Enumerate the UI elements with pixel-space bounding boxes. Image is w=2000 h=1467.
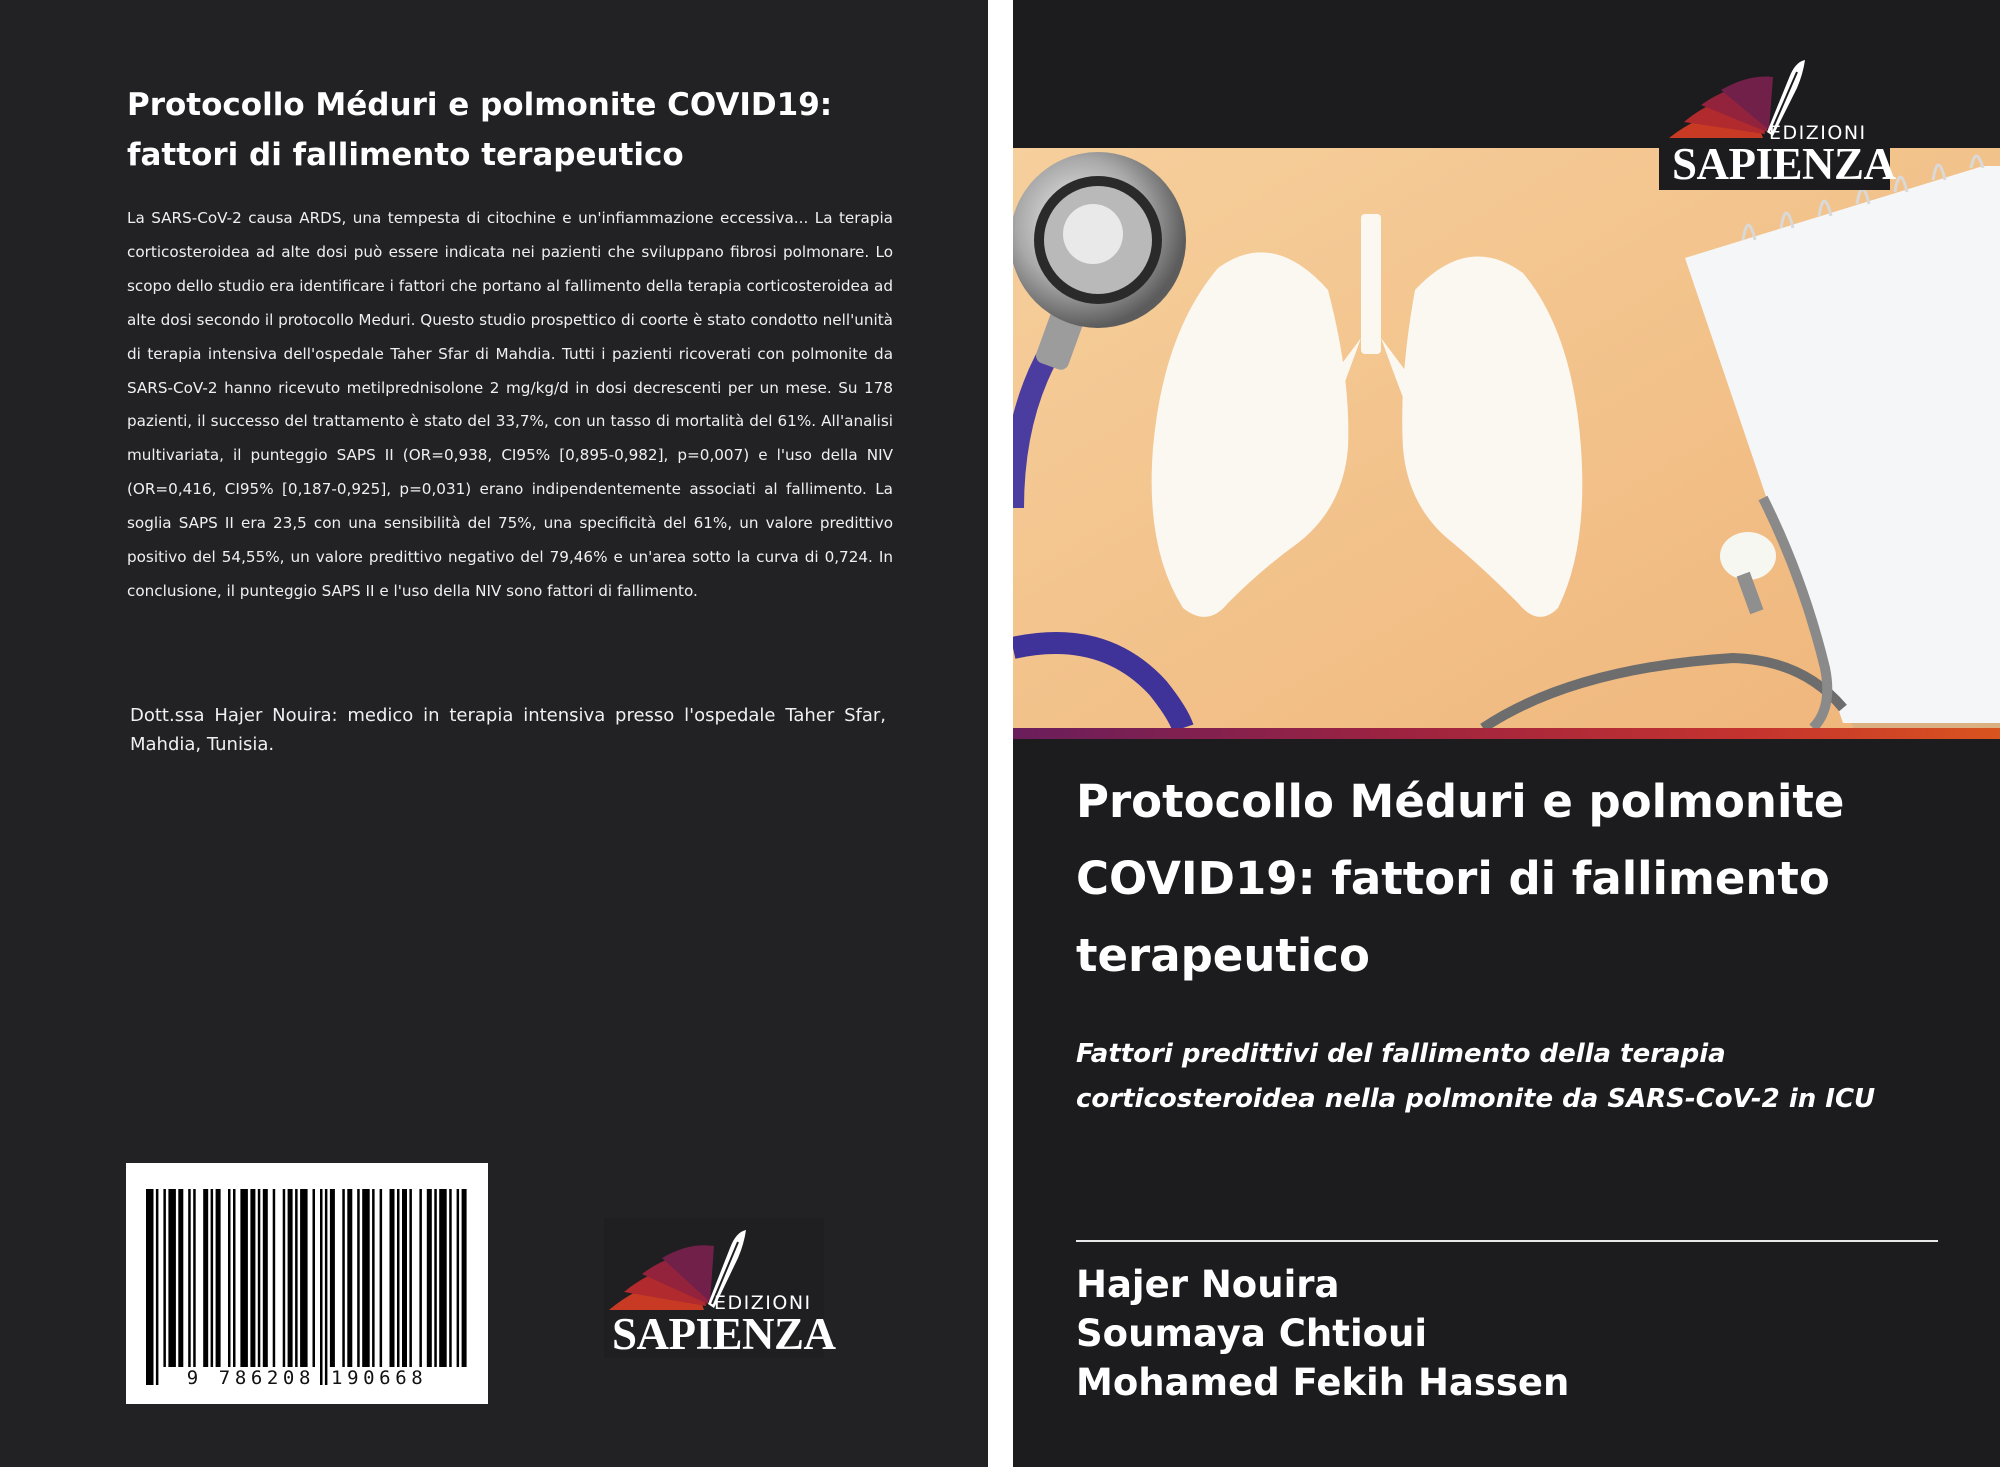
divider: [1076, 1240, 1938, 1242]
back-cover-author-bio: Dott.ssa Hajer Nouira: medico in terapia intensiva presso l'ospedale Taher Sfar, Mahdia, Tunisia.: [130, 705, 886, 755]
cover-photo: [1013, 148, 2000, 728]
publisher-edizioni-label: EDIZIONI: [1769, 122, 1867, 144]
front-cover-title: Protocollo Méduri e polmonite COVID19: fattori di fallimento terapeutico: [1076, 775, 1845, 982]
author-name: Hajer Nouira: [1076, 1263, 1340, 1306]
isbn-barcode: [126, 1163, 488, 1404]
publisher-logo-front: [1659, 52, 1896, 190]
publisher-name: SAPIENZA: [612, 1309, 836, 1359]
author-list: [1076, 1260, 1956, 1407]
isbn-number: 9 786208 190668: [186, 1367, 428, 1389]
publisher-name: SAPIENZA: [1672, 139, 1896, 189]
accent-strip: [1013, 728, 2000, 739]
back-cover: [0, 0, 988, 1467]
author-name: Mohamed Fekih Hassen: [1076, 1361, 1570, 1404]
author-name: Soumaya Chtioui: [1076, 1312, 1428, 1355]
publisher-edizioni-label: EDIZIONI: [714, 1292, 812, 1314]
back-cover-title: Protocollo Méduri e polmonite COVID19: fattori di fallimento terapeutico: [127, 87, 833, 173]
back-cover-abstract: La SARS-CoV-2 causa ARDS, una tempesta di citochine e un'infiammazione eccessiva... La terapia corticosteroidea ad alte dosi può essere indicata nei pazienti che sviluppano fibrosi polmonare. Lo scopo dello studio era identificare i fattori che portano al fallimento della terapia corticosteroidea ad alte dosi secondo il protocollo Meduri. Questo studio prospettico di coorte è stato condotto nell'unità di terapia intensiva dell'ospedale Taher Sfar di Mahdia. Tutti i pazienti ricoverati con polmonite da SARS-CoV-2 hanno ricevuto metilprednisolone 2 mg/kg/d in dosi decrescenti per un mese. Su 178 pazienti, il successo del trattamento è stato del 33,7%, con un tasso di mortalità del 61%. All'analisi multivariata, il punteggio SAPS II (OR=0,938, CI95% [0,895-0,982], p=0,007) e l'uso della NIV (OR=0,416, CI95% [0,187-0,925], p=0,031) erano indipendentemente associati al fallimento. La soglia SAPS II era 23,5 con una sensibilità del 75%, una specificità del 61%, un valore predittivo positivo del 54,55%, un valore predittivo negativo del 79,46% e un'area sotto la curva di 0,724. In conclusione, il punteggio SAPS II e l'uso della NIV sono fattori di fallimento.: [127, 209, 893, 600]
front-cover-subtitle: Fattori predittivi del fallimento della terapia corticosteroidea nella polmonite da SARS-CoV-2 in ICU: [1076, 1039, 1876, 1114]
lungs-stethoscope-illustration: [1013, 148, 2000, 728]
publisher-logo-back: [604, 1218, 836, 1359]
front-cover: [1013, 0, 2000, 1467]
